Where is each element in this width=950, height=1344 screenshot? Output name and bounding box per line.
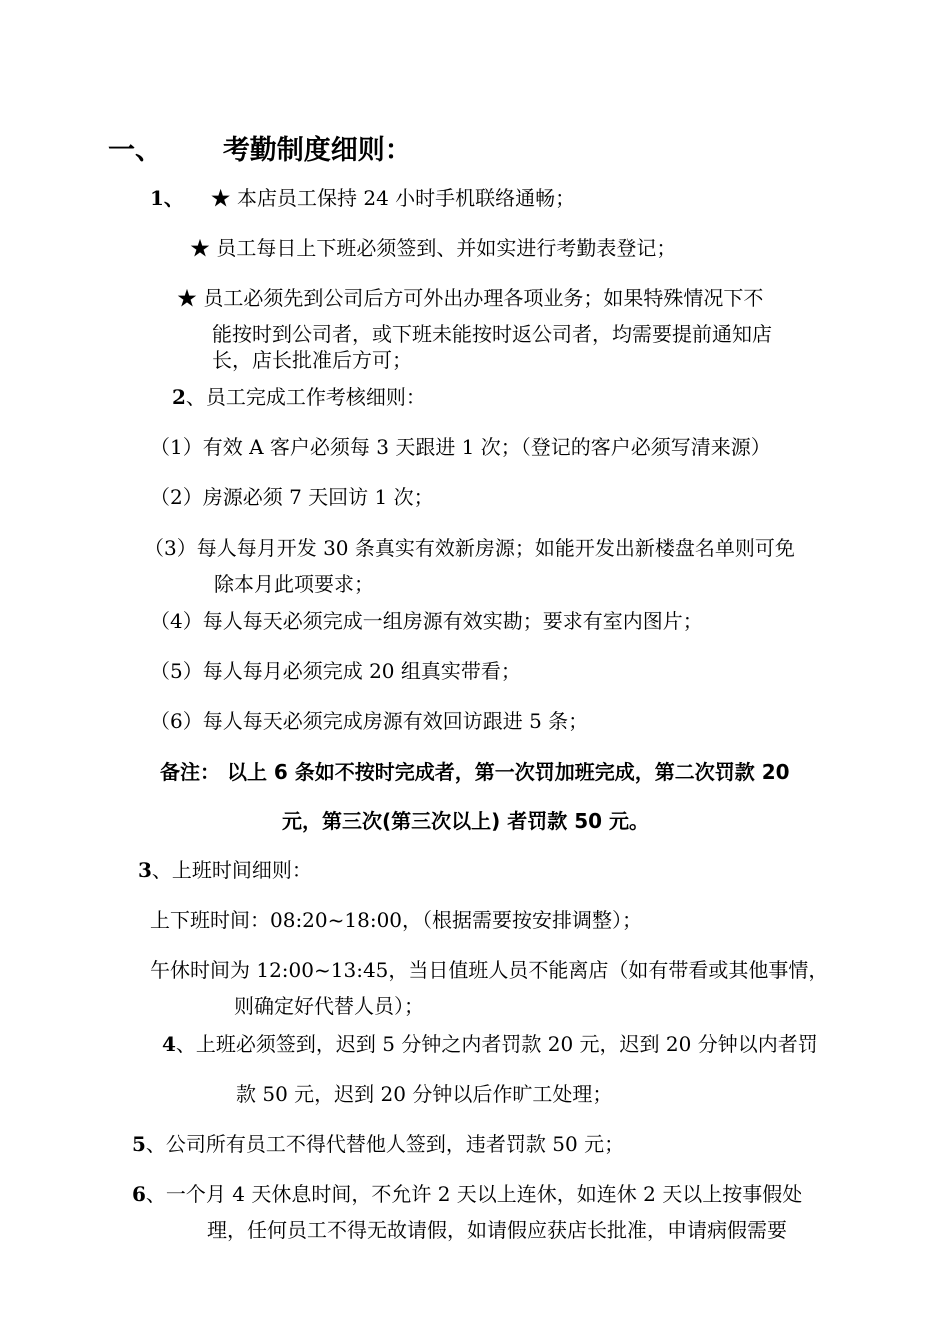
- s3-line-3: 则确定好代替人员）；: [234, 994, 424, 1018]
- s4-number: 4: [162, 1032, 176, 1056]
- s2-note-line-2: 元，第三次(第三次以上) 者罚款 50 元。: [282, 809, 650, 833]
- s1-line-5: 长，店长批准后方可；: [212, 348, 412, 372]
- s2-item-3: （3）每人每月开发 30 条真实有效新房源；如能开发出新楼盘名单则可免: [144, 536, 795, 560]
- s2-item-3-cont: 除本月此项要求；: [214, 572, 374, 596]
- s3-line-1: 上下班时间：08:20~18:00，（根据需要按安排调整）；: [150, 908, 643, 932]
- section-heading: [108, 134, 412, 168]
- s1-separator: 、: [163, 186, 184, 210]
- s3-line-2: 午休时间为 12:00~13:45，当日值班人员不能离店（如有带看或其他事情，: [150, 958, 829, 982]
- s2-item-6: （6）每人每天必须完成房源有效回访跟进 5 条；: [150, 709, 589, 733]
- s5-number: 5: [132, 1132, 146, 1156]
- s3-title-text: 、上班时间细则：: [151, 858, 312, 882]
- s4-line-1: [162, 1031, 818, 1057]
- s2-item-5: （5）每人每月必须完成 20 组真实带看；: [150, 659, 521, 683]
- s1-line-2: [190, 235, 676, 261]
- s1-line-4: 能按时到公司者，或下班未能按时返公司者，均需要提前通知店: [212, 322, 772, 346]
- star-icon: ★: [177, 286, 197, 310]
- s4-text-1: 、上班必须签到，迟到 5 分钟之内者罚款 20 元，迟到 20 分钟以内者罚: [175, 1032, 818, 1056]
- s6-line-1: [132, 1181, 802, 1207]
- s6-text-1: 、一个月 4 天休息时间，不允许 2 天以上连休，如连休 2 天以上按事假处: [145, 1182, 803, 1206]
- s1-bullet-2: 员工每日上下班必须签到、并如实进行考勤表登记；: [216, 236, 677, 260]
- s5-line: [132, 1131, 624, 1157]
- s2-number: 2: [172, 385, 186, 409]
- s1-bullet-1: 本店员工保持 24 小时手机联络通畅；: [237, 186, 576, 210]
- s1-bullet-3: 员工必须先到公司后方可外出办理各项业务；如果特殊情况下不: [203, 286, 764, 310]
- s2-item-4: （4）每人每天必须完成一组房源有效实勘；要求有室内图片；: [150, 609, 703, 633]
- s1-line-3: [177, 285, 763, 311]
- s2-item-1: （1）有效 A 客户必须每 3 天跟进 1 次；（登记的客户必须写清来源）: [150, 435, 771, 459]
- s3-number: 3: [138, 858, 152, 882]
- s3-title: [138, 857, 312, 883]
- star-icon: ★: [210, 186, 231, 210]
- s5-text: 、公司所有员工不得代替他人签到，违者罚款 50 元；: [145, 1132, 625, 1156]
- s2-title-text: 、员工完成工作考核细则：: [185, 385, 426, 409]
- s6-number: 6: [132, 1182, 146, 1206]
- s6-line-2: 理，任何员工不得无故请假，如请假应获店长批准，申请病假需要: [207, 1218, 787, 1242]
- s2-note-line-1: 备注： 以上 6 条如不按时完成者，第一次罚加班完成，第二次罚款 20: [160, 760, 790, 784]
- heading-title: 考勤制度细则：: [222, 135, 412, 166]
- star-icon: ★: [190, 236, 210, 260]
- s2-title: [172, 384, 426, 410]
- s2-item-2: （2）房源必须 7 天回访 1 次；: [150, 485, 434, 509]
- s1-line-1: [150, 185, 575, 211]
- heading-marker: 一、: [108, 135, 162, 166]
- s4-line-2: 款 50 元，迟到 20 分钟以后作旷工处理；: [236, 1082, 613, 1106]
- s1-number: 1: [150, 186, 164, 210]
